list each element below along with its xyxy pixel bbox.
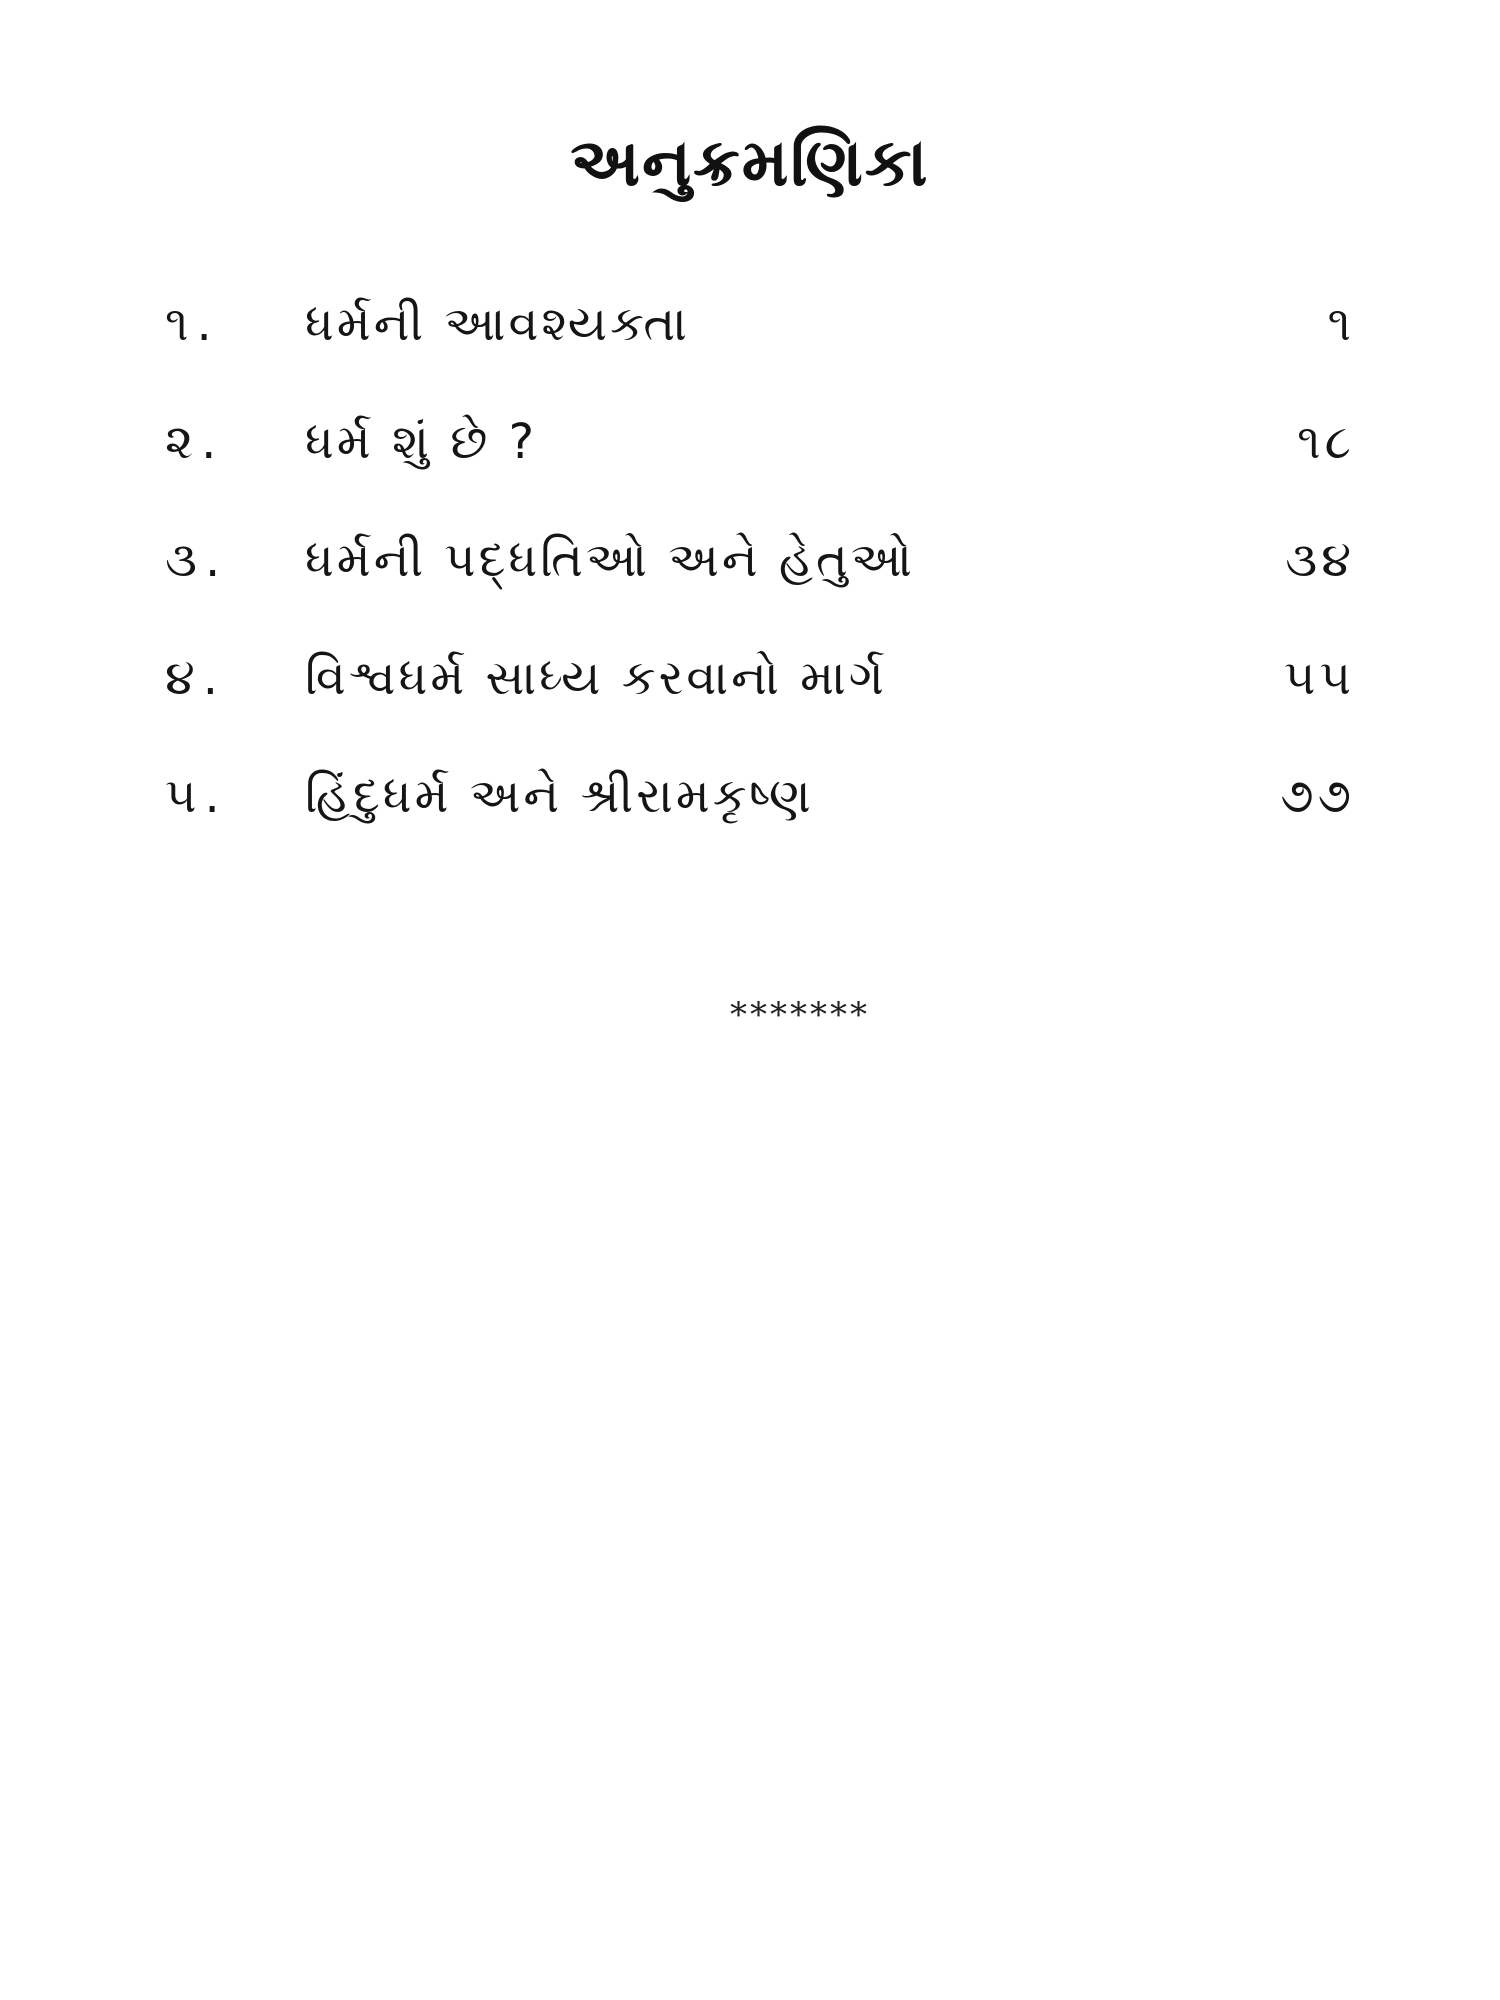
toc-entry-page: ૧	[1327, 296, 1355, 352]
toc-entry-title: વિશ્વધર્મ સાધ્ય કરવાનો માર્ગ	[305, 650, 887, 706]
page-title: અનુક્રમણિકા	[570, 124, 930, 201]
toc-entry-title: ધર્મની પદ્ધતિઓ અને હેતુઓ	[305, 532, 915, 588]
toc-entry-number: ૪.	[165, 650, 227, 706]
toc-entry-number: ૨.	[165, 414, 225, 470]
toc-entry-page: ૩૪	[1285, 532, 1355, 588]
toc-entry-number: ૧.	[165, 296, 220, 352]
toc-entry-number: ૩.	[165, 532, 229, 588]
toc-entry-page: ૧૮	[1297, 414, 1355, 470]
toc-entry	[0, 638, 1500, 718]
toc-entry-page: ૭૭	[1280, 768, 1355, 824]
toc-entry-title: ધર્મની આવશ્યક્તા	[305, 296, 690, 352]
toc-entry	[0, 756, 1500, 836]
toc-entry-title: ધર્મ શું છે ?	[305, 414, 538, 470]
toc-entry-number: ૫.	[165, 768, 228, 824]
toc-entry-page: ૫૫	[1283, 650, 1355, 706]
toc-entry-title: હિંદુધર્મ અને શ્રીરામકૃષ્ણ	[305, 768, 814, 824]
toc-entry	[0, 284, 1500, 364]
section-separator: *******	[730, 995, 870, 1035]
toc-entry	[0, 402, 1500, 482]
toc-entry	[0, 520, 1500, 600]
